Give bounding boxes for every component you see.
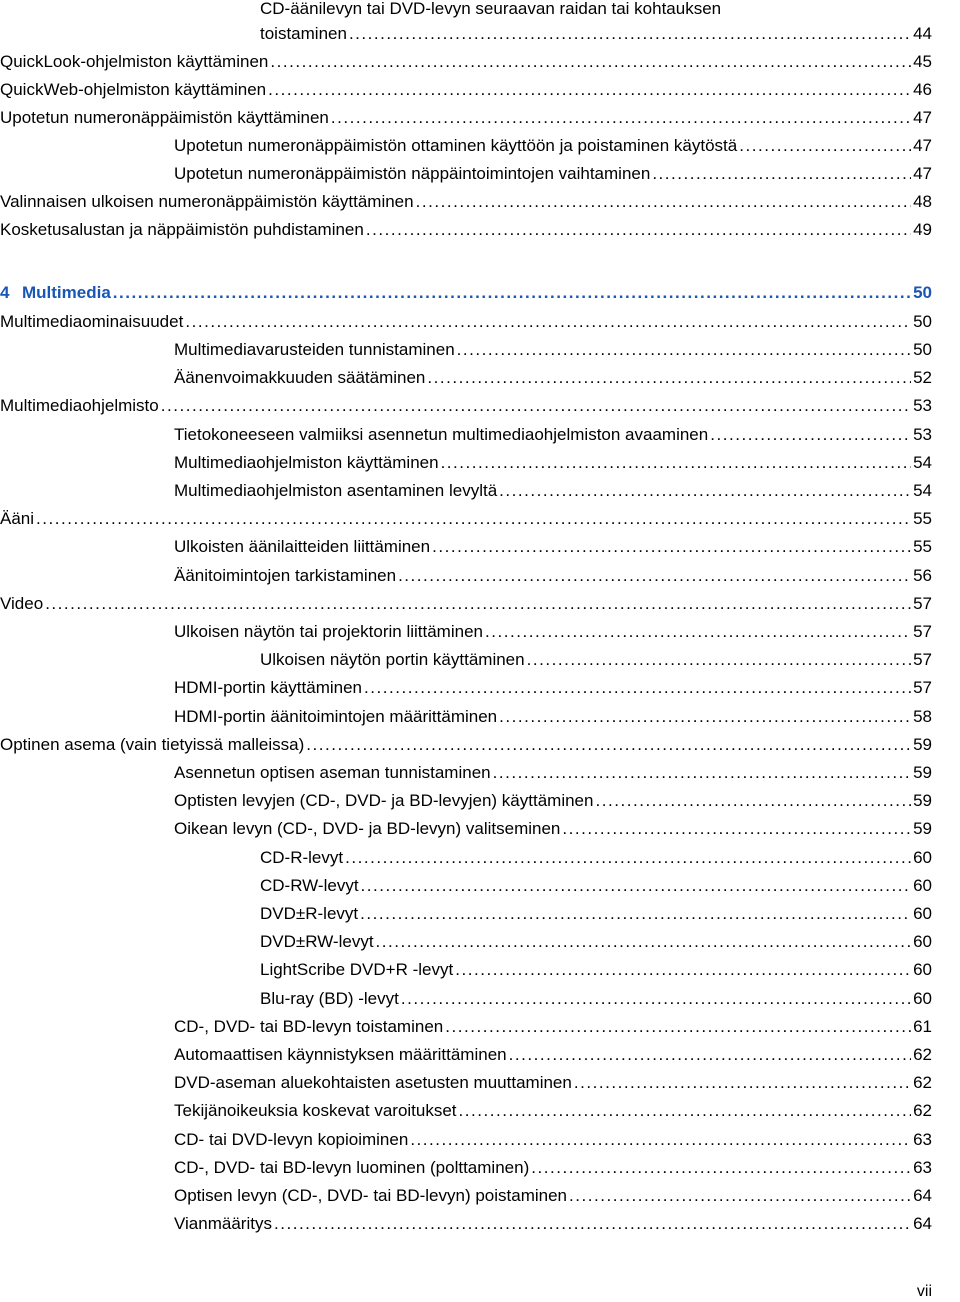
toc-leader-dots [457,338,911,362]
toc-entry-page: 62 [913,1073,932,1092]
toc-leader-dots [364,676,911,700]
toc-entry[interactable] [0,1071,960,1095]
toc-leader-dots [45,592,911,616]
toc-entry-page: 64 [913,1186,932,1205]
toc-leader-dots [509,1043,911,1067]
toc-entry-page: 59 [913,791,932,810]
toc-chapter-label: Multimedia [22,283,111,302]
toc-entry-page: 53 [913,396,932,415]
toc-entry[interactable] [0,817,960,841]
toc-entry-title: CD-RW-levyt [260,876,359,895]
toc-entry-page: 57 [913,594,932,613]
toc-leader-dots [427,366,911,390]
toc-entry-page: 47 [913,164,932,183]
toc-entry-title: CD-, DVD- tai BD-levyn luominen (polttaminen) [174,1158,530,1177]
toc-leader-dots [569,1184,911,1208]
toc-entry-title: Oikean levyn (CD-, DVD- ja BD-levyn) valitseminen [174,819,561,838]
toc-entry[interactable] [0,535,960,559]
toc-entry-title: QuickLook-ohjelmiston käyttäminen [0,52,269,71]
toc-entry-page: 56 [913,566,932,585]
toc-entry[interactable] [0,1099,960,1123]
toc-entry-page: 63 [913,1158,932,1177]
toc-entry-title: Multimediaohjelmiston käyttäminen [174,453,439,472]
toc-entry-page: 47 [913,108,932,127]
toc-leader-dots [562,817,911,841]
toc-entry-title: CD- tai DVD-levyn kopioiminen [174,1130,409,1149]
toc-leader-dots [531,1156,911,1180]
toc-leader-dots [441,451,912,475]
toc-entry-page: 46 [913,80,932,99]
toc-entry[interactable] [0,902,960,926]
toc-leader-dots [401,987,911,1011]
toc-entry-page: 59 [913,763,932,782]
toc-chapter-page: 50 [913,283,932,302]
toc-entry-title: Ulkoisen näytön tai projektorin liittäminen [174,622,483,641]
toc-leader-dots [410,1128,911,1152]
toc-leader-dots [499,705,911,729]
toc-entry-page: 59 [913,735,932,754]
toc-entry-page: 48 [913,192,932,211]
toc-entry[interactable] [0,564,960,588]
toc-entry[interactable] [0,846,960,870]
toc-entry[interactable] [0,1156,960,1180]
toc-entry-title: Ääni [0,509,35,528]
toc-entry-title: Valinnaisen ulkoisen numeronäppäimistön käyttäminen [0,192,414,211]
toc-entry-page: 53 [913,425,932,444]
toc-entry-page: 59 [913,819,932,838]
toc-entry-title: DVD-aseman aluekohtaisten asetusten muuttaminen [174,1073,572,1092]
toc-entry-title: Ulkoisen näytön portin käyttäminen [260,650,525,669]
toc-entry-title: CD-, DVD- tai BD-levyn toistaminen [174,1017,444,1036]
toc-entry-title: HDMI-portin äänitoimintojen määrittäminen [174,707,498,726]
toc-entry-page: 60 [913,932,932,951]
toc-entry[interactable] [0,366,960,390]
toc-entry[interactable] [0,1128,960,1152]
toc-entry-title: Automaattisen käynnistyksen määrittäminen [174,1045,507,1064]
toc-leader-dots [331,106,911,130]
toc-chapter-number: 4 [0,283,10,302]
toc-entry-title: HDMI-portin käyttäminen [174,678,363,697]
toc-leader-dots [445,1015,911,1039]
toc-entry-page: 62 [913,1045,932,1064]
toc-entry[interactable] [0,218,960,242]
toc-entry-title: Äänitoimintojen tarkistaminen [174,566,397,585]
toc-entry[interactable] [0,50,960,74]
toc-leader-dots [739,134,911,158]
toc-entry-title: DVD±R-levyt [260,904,359,923]
toc-entry-title: LightScribe DVD+R -levyt [260,960,454,979]
toc-entry[interactable] [0,106,960,130]
toc-entry-page: 61 [913,1017,932,1036]
toc-entry-page: 63 [913,1130,932,1149]
toc-entry-page: 60 [913,960,932,979]
toc-entry-title: Upotetun numeronäppäimistön ottaminen käyttöön ja poistaminen käytöstä [174,136,738,155]
toc-leader-dots [349,22,911,46]
toc-leader-dots [710,423,911,447]
toc-leader-dots [361,874,912,898]
toc-leader-dots [161,394,911,418]
toc-entry-page: 57 [913,622,932,641]
toc-entry-page: 52 [913,368,932,387]
toc-leader-dots [459,1099,912,1123]
toc-entry-title: Optisten levyjen (CD-, DVD- ja BD-levyjen) käyttäminen [174,791,594,810]
toc-leader-dots [499,479,911,503]
toc-entry[interactable] [0,451,960,475]
toc-entry-page: 47 [913,136,932,155]
toc-leader-dots [185,310,911,334]
toc-entry-title: Tekijänoikeuksia koskevat varoitukset [174,1101,457,1120]
toc-entry[interactable] [0,1015,960,1039]
toc-entry[interactable] [0,134,960,158]
toc-entry-title: Video [0,594,44,613]
toc-continued-line: CD-äänilevyn tai DVD-levyn seuraavan raidan tai kohtauksen [260,0,722,18]
toc-entry[interactable] [0,592,960,616]
toc-entry-title: Äänenvoimakkuuden säätäminen [174,368,426,387]
toc-entry-title: Optisen levyn (CD-, DVD- tai BD-levyn) poistaminen [174,1186,568,1205]
toc-entry-page: 58 [913,707,932,726]
toc-entry[interactable] [0,958,960,982]
toc-entry-page: 50 [913,340,932,359]
toc-entry[interactable] [0,423,960,447]
toc-entry[interactable] [0,78,960,102]
toc-leader-dots [376,930,912,954]
toc-entry-page: 62 [913,1101,932,1120]
toc-entry-title: Vianmääritys [174,1214,272,1233]
toc-entry[interactable] [0,648,960,672]
toc-leader-dots [416,190,911,214]
toc-entry[interactable] [0,338,960,362]
toc-leader-dots [36,507,911,531]
toc-leader-dots [652,162,911,186]
toc-entry-page: 64 [913,1214,932,1233]
toc-entry-page: 60 [913,989,932,1008]
toc-entry[interactable] [0,162,960,186]
toc-leader-dots [595,789,911,813]
toc-entry-page: 60 [913,848,932,867]
toc-entry-title: Blu-ray (BD) -levyt [260,989,399,1008]
toc-entry[interactable] [0,394,960,418]
toc-entry-title: Kosketusalustan ja näppäimistön puhdistaminen [0,220,364,239]
toc-entry-title: Upotetun numeronäppäimistön näppäintoimintojen vaihtaminen [174,164,651,183]
toc-entry-title: Multimediaominaisuudet [0,312,184,331]
toc-entry-title: Multimediaohjelmisto [0,396,159,415]
toc-entry-page: 54 [913,453,932,472]
toc-leader-dots [274,1212,911,1236]
toc-entry-title: Upotetun numeronäppäimistön käyttäminen [0,108,329,127]
toc-entry[interactable] [0,620,960,644]
toc-leader-dots [366,218,911,242]
toc-entry[interactable] [0,1212,960,1236]
toc-entry-page: 50 [913,312,932,331]
toc-leader-dots [270,50,911,74]
toc-entry[interactable] [0,761,960,785]
toc-entry-title: Asennetun optisen aseman tunnistaminen [174,763,491,782]
toc-entry-title: QuickWeb-ohjelmiston käyttäminen [0,80,267,99]
toc-entry[interactable] [0,676,960,700]
toc-leader-dots [455,958,911,982]
toc-entry[interactable] [0,987,960,1011]
toc-entry-title: toistaminen [260,24,347,43]
toc-entry-page: 60 [913,904,932,923]
toc-entry[interactable] [0,190,960,214]
toc-leader-dots [306,733,911,757]
toc-entry[interactable] [0,930,960,954]
toc-entry[interactable] [0,789,960,813]
toc-entry-page: 57 [913,678,932,697]
toc-entry-title: CD-R-levyt [260,848,344,867]
toc-leader-dots [268,78,911,102]
toc-entry-title: Ulkoisten äänilaitteiden liittäminen [174,537,431,556]
toc-leader-dots [574,1071,911,1095]
toc-leader-dots [432,535,911,559]
toc-entry-page: 55 [913,509,932,528]
toc-leader-dots [398,564,911,588]
toc-leader-dots [493,761,911,785]
toc-entry-page: 44 [913,24,932,43]
toc-leader-dots [345,846,911,870]
page-number: vii [916,1283,932,1300]
toc-entry[interactable] [0,507,960,531]
toc-leader-dots [360,902,911,926]
toc-entry[interactable] [0,733,960,757]
toc-entry-page: 60 [913,876,932,895]
toc-entry[interactable] [0,1184,960,1208]
toc-chapter-title [0,281,111,305]
toc-entry[interactable] [0,705,960,729]
toc-leader-dots [113,281,911,305]
toc-entry-page: 49 [913,220,932,239]
toc-entry-page: 45 [913,52,932,71]
toc-entry[interactable] [0,874,960,898]
toc-entry-title: Multimediavarusteiden tunnistaminen [174,340,455,359]
toc-leader-dots [527,648,911,672]
toc-entry-page: 55 [913,537,932,556]
toc-entry[interactable] [0,310,960,334]
toc-entry[interactable] [0,1043,960,1067]
toc-entry-page: 54 [913,481,932,500]
toc-entry-title: Multimediaohjelmiston asentaminen levyltä [174,481,498,500]
toc-leader-dots [485,620,911,644]
toc-entry-page: 57 [913,650,932,669]
toc-entry-title: Optinen asema (vain tietyissä malleissa) [0,735,305,754]
toc-entry[interactable] [0,479,960,503]
toc-entry-title: Tietokoneeseen valmiiksi asennetun multimediaohjelmiston avaaminen [174,425,709,444]
toc-entry-continued[interactable] [0,22,960,46]
toc-chapter-multimedia[interactable] [0,281,960,305]
toc-entry-title: DVD±RW-levyt [260,932,374,951]
